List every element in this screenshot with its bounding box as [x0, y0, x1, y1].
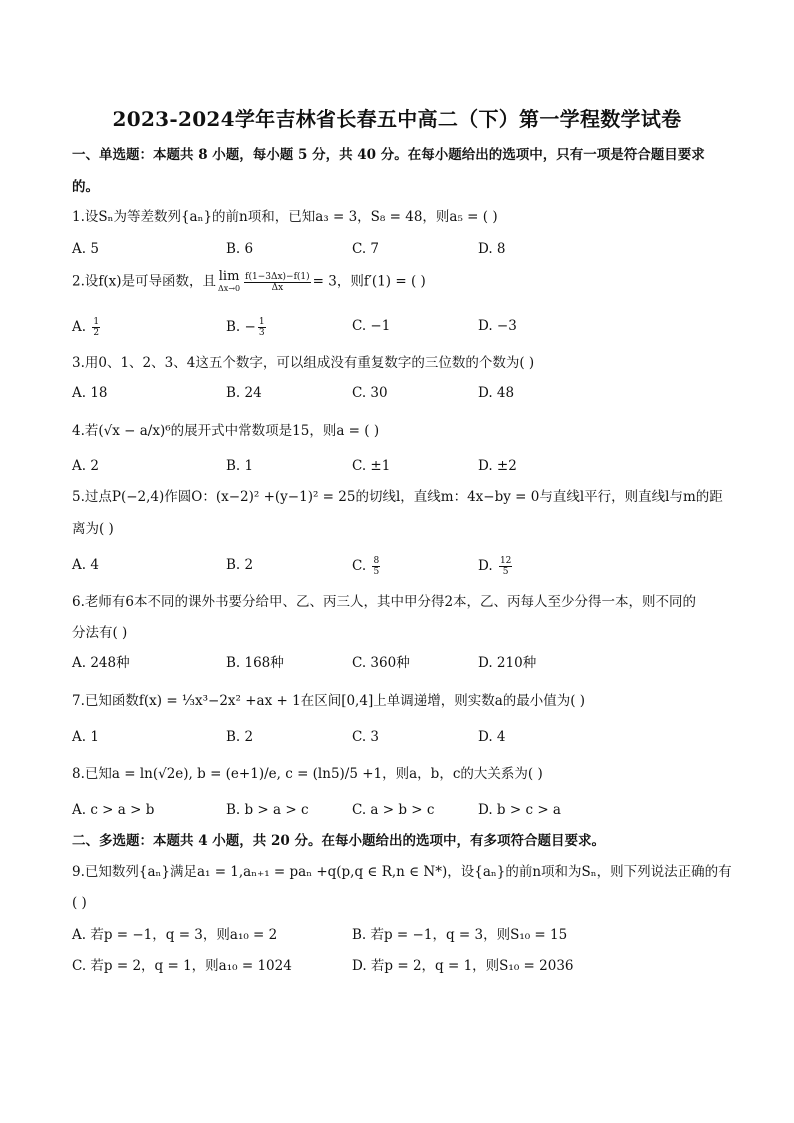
q3-stem: 3.用0、1、2、3、4这五个数字，可以组成没有重复数字的三位数的个数为( ) — [72, 355, 535, 371]
q4-option-a: A. 2 — [72, 458, 99, 474]
q1-option-a: A. 5 — [72, 241, 99, 257]
q7-option-d: D. 4 — [478, 729, 506, 745]
q5-option-a: A. 4 — [72, 557, 99, 573]
q8-option-c: C. a > b > c — [352, 802, 435, 818]
q3-option-d: D. 48 — [478, 385, 515, 401]
q2-stem — [72, 270, 426, 294]
q7-stem: 7.已知函数f(x) = ⅓x³−2x² +ax + 1在区间[0,4]上单调递增，则实数a的最小值为( ) — [72, 693, 586, 709]
section-1-heading-cont: 的。 — [72, 179, 99, 195]
q7-option-c: C. 3 — [352, 729, 380, 745]
q6-stem: 6.老师有6本不同的课外书要分给甲、乙、丙三人，其中甲分得2本，乙、丙每人至少分得一本，则不同的 — [72, 594, 697, 610]
q6-option-b: B. 168种 — [226, 655, 284, 671]
q4-option-d: D. ±2 — [478, 458, 517, 474]
q4-option-c: C. ±1 — [352, 458, 391, 474]
q1-option-b: B. 6 — [226, 241, 254, 257]
q2-stem-pre: 2.设f(x)是可导函数，且 — [72, 273, 217, 290]
q1-option-c: C. 7 — [352, 241, 380, 257]
q5-option-d: D. $\frac{12}{5}$ — [478, 556, 512, 577]
q2-option-a: A. $\frac{1}{2}$ — [72, 317, 100, 338]
q6-stem-cont: 分法有( ) — [72, 625, 128, 641]
q3-option-c: C. 30 — [352, 385, 388, 401]
q2-limit-sub: Δx→0 — [218, 284, 241, 293]
q1-option-d: D. 8 — [478, 241, 506, 257]
q2-stem-post: = 3，则f′(1) = ( ) — [312, 273, 426, 290]
q7-option-b: B. 2 — [226, 729, 254, 745]
q4-stem: 4.若(√x − a/x)⁶的展开式中常数项是15，则a = ( ) — [72, 423, 380, 439]
q9-option-d: D. 若p = 2，q = 1，则S₁₀ = 2036 — [352, 958, 574, 974]
q2-option-c: C. −1 — [352, 318, 391, 334]
q5-option-b: B. 2 — [226, 557, 254, 573]
q2-fraction — [244, 272, 311, 293]
q2-option-b: B. − $\frac{1}{3}$ — [226, 317, 265, 338]
q8-option-d: D. b > c > a — [478, 802, 561, 818]
q9-stem-cont: ( ) — [72, 895, 87, 911]
q8-stem: 8.已知a = ln(√2e), b = (e+1)/e, c = (ln5)/5 +1，则a，b，c的大关系为( ) — [72, 766, 543, 782]
q6-option-a: A. 248种 — [72, 655, 130, 671]
q3-option-b: B. 24 — [226, 385, 262, 401]
q2-limit: lim — [218, 269, 240, 284]
q9-option-c: C. 若p = 2，q = 1，则a₁₀ = 1024 — [72, 958, 292, 974]
q5-stem: 5.过点P(−2,4)作圆O：(x−2)² +(y−1)² = 25的切线l，直线m：4x−by = 0与直线l平行，则直线l与m的距 — [72, 489, 723, 505]
q1-stem: 1.设Sₙ为等差数列{aₙ}的前n项和，已知a₃ = 3，S₈ = 48，则a₅ = ( ) — [72, 209, 498, 225]
q8-option-b: B. b > a > c — [226, 802, 309, 818]
q9-option-a: A. 若p = −1，q = 3，则a₁₀ = 2 — [72, 927, 278, 943]
q6-option-d: D. 210种 — [478, 655, 537, 671]
section-1-heading: 一、单选题：本题共 8 小题，每小题 5 分，共 40 分。在每小题给出的选项中，只有一项是符合题目要求 — [72, 147, 705, 163]
q9-option-b: B. 若p = −1，q = 3，则S₁₀ = 15 — [352, 927, 568, 943]
q7-option-a: A. 1 — [72, 729, 99, 745]
q9-stem: 9.已知数列{aₙ}满足a₁ = 1,aₙ₊₁ = paₙ +q(p,q ∈ R,n ∈ N*)，设{aₙ}的前n项和为Sₙ，则下列说法正确的有 — [72, 864, 732, 880]
q5-option-c: C. $\frac{8}{5}$ — [352, 556, 380, 577]
page-title: 2023-2024学年吉林省长春五中高二（下）第一学程数学试卷 — [112, 107, 682, 131]
q3-option-a: A. 18 — [72, 385, 108, 401]
q5-stem-cont: 离为( ) — [72, 521, 114, 537]
q2-numerator: f(1−3Δx)−f(1) — [245, 271, 310, 282]
q6-option-c: C. 360种 — [352, 655, 410, 671]
section-2-heading: 二、多选题：本题共 4 小题，共 20 分。在每小题给出的选项中，有多项符合题目要求。 — [72, 833, 605, 849]
q2-denominator: Δx — [271, 282, 284, 293]
q8-option-a: A. c > a > b — [72, 802, 155, 818]
q2-option-d: D. −3 — [478, 318, 517, 334]
q4-option-b: B. 1 — [226, 458, 254, 474]
